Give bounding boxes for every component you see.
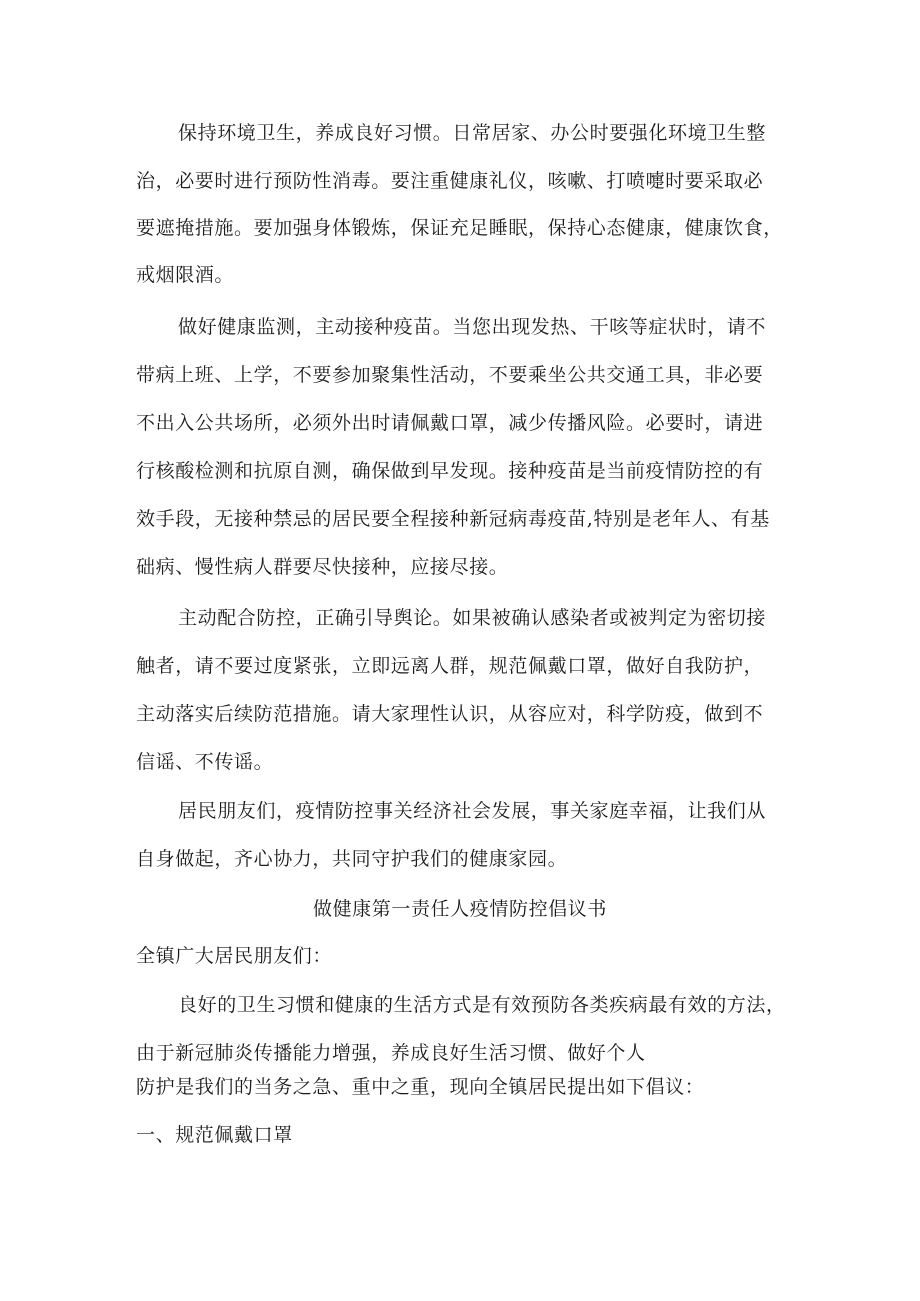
salutation: 全镇广大居民朋友们： [136, 945, 333, 967]
paragraph-1-line-3: 要遮掩措施。要加强身体锻炼，保证充足睡眠，保持心态健康，健康饮食， [136, 217, 783, 239]
paragraph-2-line-6: 础病、慢性病人群要尽快接种，应接尽接。 [136, 556, 509, 578]
paragraph-1-line-4: 戒烟限酒。 [136, 264, 235, 286]
paragraph-3-line-3: 主动落实后续防范措施。请大家理性认识，从容应对，科学防疫，做到不 [136, 703, 764, 725]
paragraph-3-line-4: 信谣、不传谣。 [136, 751, 274, 773]
paragraph-2-line-1: 做好健康监测，主动接种疫苗。当您出现发热、干咳等症状时，请不 [178, 316, 767, 338]
paragraph-2-line-3: 不出入公共场所，必须外出时请佩戴口罩，减少传播风险。必要时，请进 [136, 412, 764, 434]
paragraph-5-line-3: 防护是我们的当务之急、重中之重，现向全镇居民提出如下倡议： [136, 1076, 705, 1098]
paragraph-4-line-1: 居民朋友们，疫情防控事关经济社会发展，事关家庭幸福，让我们从 [178, 800, 767, 822]
paragraph-1-line-1: 保持环境卫生，养成良好习惯。日常居家、办公时要强化环境卫生整 [178, 122, 767, 144]
paragraph-2-line-2: 带病上班、上学，不要参加聚集性活动，不要乘坐公共交通工具，非必要 [136, 364, 764, 386]
paragraph-1-line-2: 治，必要时进行预防性消毒。要注重健康礼仪，咳嗽、打喷嚏时要采取必 [136, 170, 764, 192]
paragraph-5-line-1: 良好的卫生习惯和健康的生活方式是有效预防各类疾病最有效的方法， [178, 994, 786, 1016]
paragraph-2-line-5: 效手段，无接种禁忌的居民要全程接种新冠病毒疫苗,特别是老年人、有基 [136, 508, 770, 530]
document-title: 做健康第一责任人疫情防控倡议书 [312, 898, 607, 920]
paragraph-4-line-2: 自身做起，齐心协力，共同守护我们的健康家园。 [136, 848, 568, 870]
paragraph-3-line-1: 主动配合防控，正确引导舆论。如果被确认感染者或被判定为密切接 [178, 607, 767, 629]
paragraph-2-line-4: 行核酸检测和抗原自测，确保做到早发现。接种疫苗是当前疫情防控的有 [136, 460, 764, 482]
paragraph-5-line-2: 由于新冠肺炎传播能力增强，养成良好生活习惯、做好个人 [136, 1042, 646, 1064]
paragraph-3-line-2: 触者，请不要过度紧张，立即远离人群，规范佩戴口罩，做好自我防护， [136, 655, 764, 677]
section-1-heading: 一、规范佩戴口罩 [136, 1124, 293, 1146]
